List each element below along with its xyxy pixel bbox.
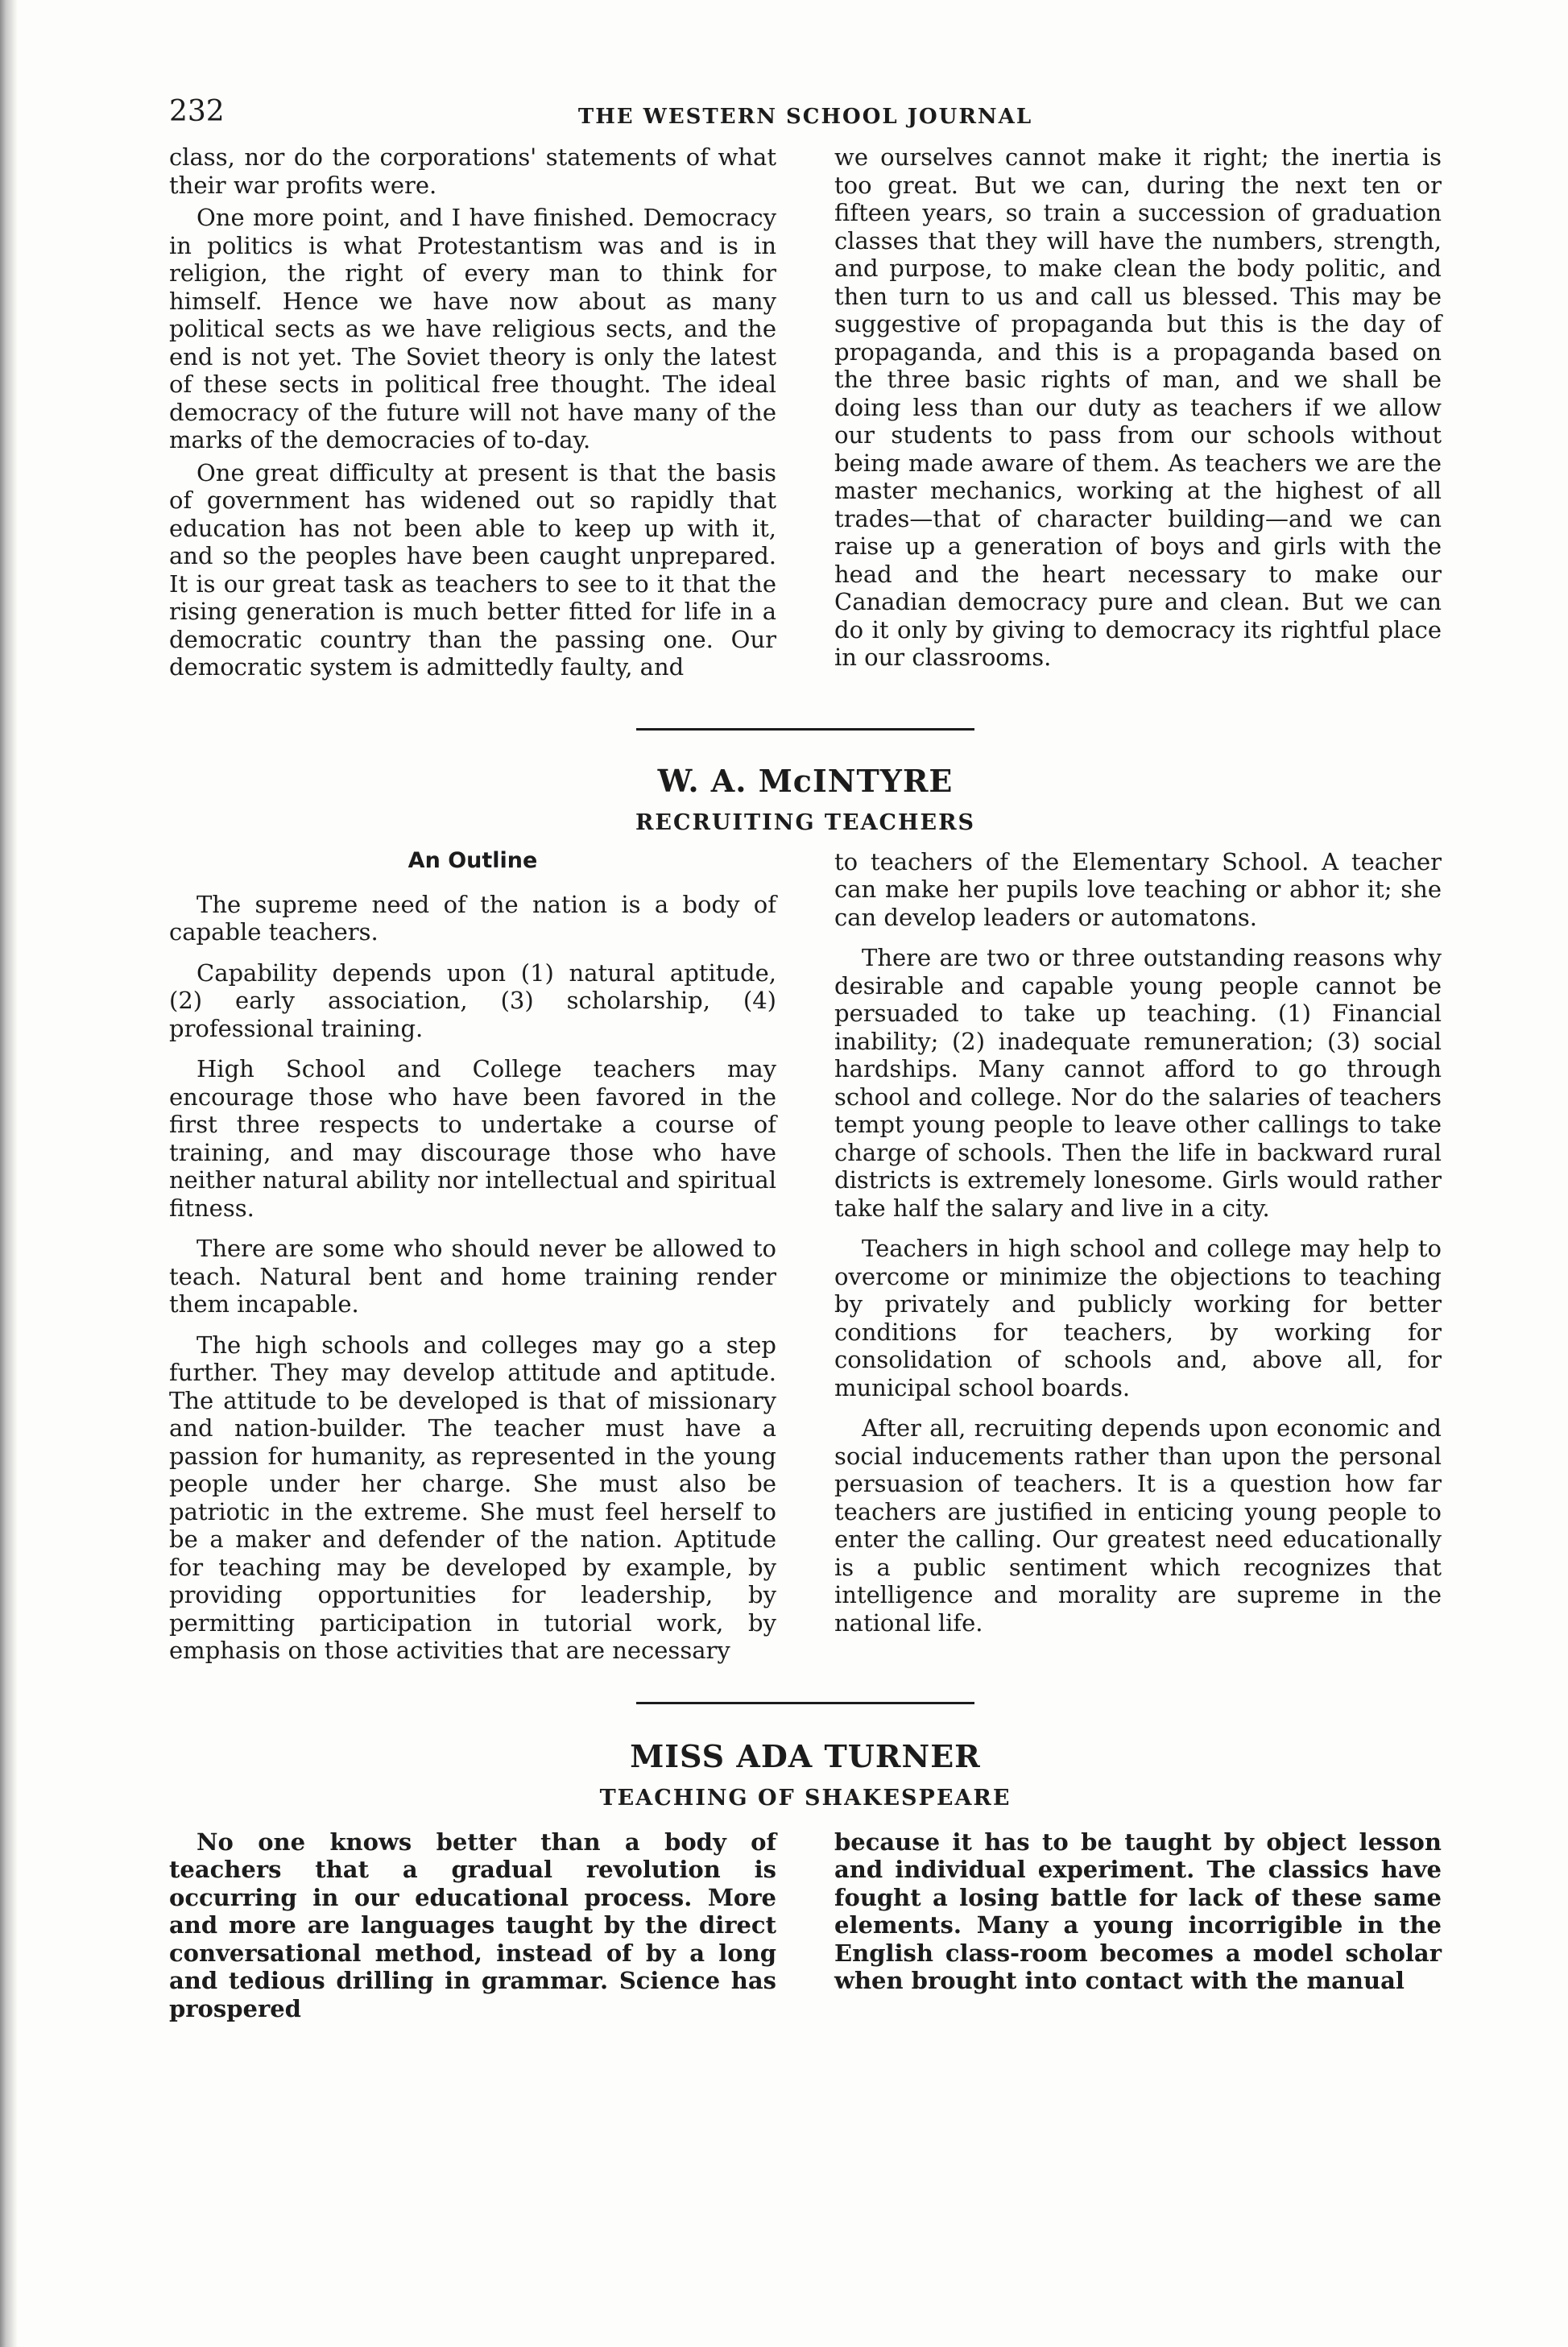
paragraph: One great difficulty at present is that the basis of government has widened out so rapidly that education has not been able to keep up with it, and so the peoples have been caught unprepared. It is our great task as teachers to see to it that the rising generation is much better fitted for life in a democratic country than the passing one. Our democratic system is admittedly faulty, and [169, 458, 776, 681]
scan-binding-edge [0, 0, 18, 2347]
paragraph: The supreme need of the nation is a body of capable teachers. [169, 890, 776, 946]
paragraph: Teachers in high school and college may help to overcome or minimize the objections to teaching by privately and publicly working for better conditions for teachers, by working for consolidation of schools and, above all, for municipal school boards. [834, 1235, 1442, 1401]
journal-title: THE WESTERN SCHOOL JOURNAL [577, 105, 1033, 129]
article-title: TEACHING OF SHAKESPEARE [599, 1785, 1012, 1811]
paragraph: After all, recruiting depends upon economic and social inducements rather than upon the personal persuasion of teachers. It is a question how far teachers are justified in enticing young people to enter the calling. Our greatest need educationally is a public sentiment which recognizes that intelligence and morality are supreme in the national life. [834, 1414, 1442, 1637]
right-column [834, 143, 1442, 686]
paragraph: There are some who should never be allowed to teach. Natural bent and home training render them incapable. [169, 1235, 776, 1318]
left-column [169, 1828, 776, 2028]
paragraph: to teachers of the Elementary School. A teacher can make her pupils love teaching or abhor it; she can develop leaders or automatons. [834, 847, 1442, 931]
left-column [169, 143, 776, 686]
article-author: W. A. McINTYRE [657, 762, 954, 799]
journal-page [169, 95, 1442, 2027]
section-divider [636, 728, 974, 731]
article-teaching-shakespeare [169, 1828, 1442, 2028]
paragraph: There are two or three outstanding reasons why desirable and capable young people cannot be persuaded to take up teaching. (1) Financial inability; (2) inadequate remuneration; (3) social hardships. Many cannot afford to go through school and college. Nor do the salaries of teachers tempt young people to leave other callings to take charge of schools. Then the life in backward rural districts is extremely lonesome. Girls would rather take half the salary and live in a city. [834, 944, 1442, 1222]
paragraph: The high schools and colleges may go a step further. They may develop attitude and aptitude. The attitude to be developed is that of missionary and nation-builder. The teacher must have a passion for humanity, as represented in the young people under her charge. She must also be patriotic in the extreme. She must feel herself to be a maker and defender of the nation. Aptitude for teaching may be developed by example, by providing opportunities for leadership, by permitting participation in tutorial work, by emphasis on those activities that are necessary [169, 1331, 776, 1664]
paragraph: because it has to be taught by object lesson and individual experiment. The classics have fought a losing battle for lack of these same elements. Many a young incorrigible in the English class-room becomes a model scholar when brought into contact with the manual [834, 1828, 1442, 1994]
right-column [834, 848, 1442, 1670]
outline-heading: An Outline [408, 847, 538, 873]
left-column [169, 848, 776, 1670]
article-recruiting-teachers [169, 848, 1442, 1670]
article-author: MISS ADA TURNER [630, 1737, 981, 1774]
article-title: RECRUITING TEACHERS [635, 809, 976, 835]
section-divider [636, 1702, 974, 1704]
paragraph: No one knows better than a body of teachers that a gradual revolution is occurring in our educational process. More and more are languages taught by the direct conversational method, instead of by a long and tedious drilling in grammar. Science has prospered [169, 1828, 776, 2022]
paragraph: One more point, and I have finished. Democracy in politics is what Protestantism was and is in religion, the right of every man to think for himself. Hence we have now about as many political sects as we have religious sects, and the end is not yet. The Soviet theory is only the latest of these sects in political free thought. The ideal democracy of the future will not have many of the marks of the democracies of to-day. [169, 204, 776, 453]
paragraph: High School and College teachers may encourage those who have been favored in the first three respects to undertake a course of training, and may discourage those who have neither natural ability nor intellectual and spiritual fitness. [169, 1055, 776, 1222]
running-head [169, 95, 1442, 143]
paragraph: class, nor do the corporations' statements of what their war profits were. [169, 143, 776, 199]
right-column [834, 1828, 1442, 2028]
paragraph: Capability depends upon (1) natural aptitude, (2) early association, (3) scholarship, (4) professional training. [169, 958, 776, 1042]
paragraph: we ourselves cannot make it right; the inertia is too great. But we can, during the next ten or fifteen years, so train a succession of graduation classes that they will have the numbers, strength, and purpose, to make clean the body politic, and then turn to us and call us blessed. This may be suggestive of propaganda but this is the day of propaganda, and this is a propaganda based on the three basic rights of man, and we shall be doing less than our duty as teachers if we allow our students to pass from our schools without being made aware of them. As teachers we are the master mechanics, working at the highest of all trades—that of character building—and we can raise up a generation of boys and girls with the head and the heart necessary to make our Canadian democracy pure and clean. But we can do it only by giving to democracy its rightful place in our classrooms. [834, 143, 1442, 671]
article-continuation [169, 143, 1442, 686]
page-number: 232 [169, 95, 225, 128]
